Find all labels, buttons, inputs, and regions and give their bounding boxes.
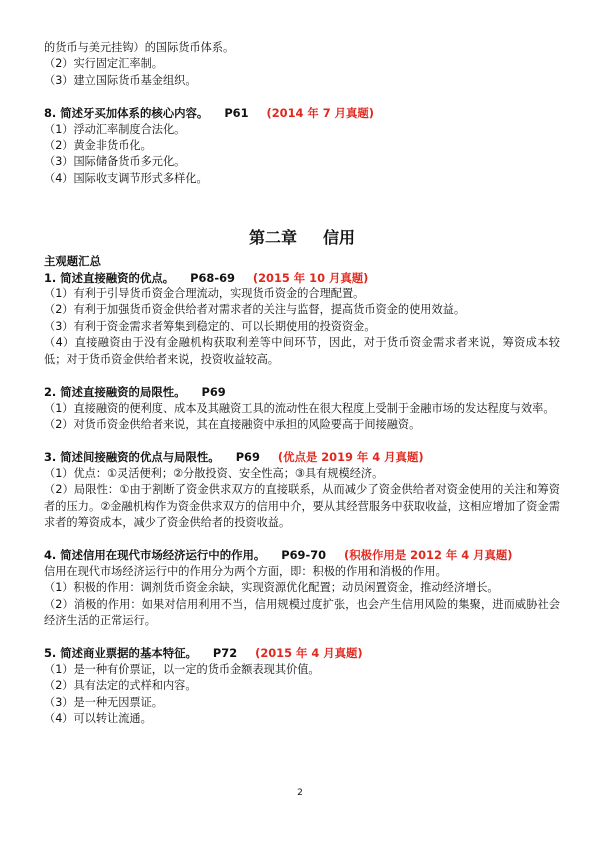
page-number: 2 — [297, 788, 303, 798]
question-title: 1. 简述直接融资的优点。 — [44, 270, 175, 285]
answer-item: （2）黄金非货币化。 — [44, 139, 152, 153]
question-title: 2. 简述直接融资的局限性。 — [44, 385, 186, 400]
question-source: (2014 年 7 月真题) — [266, 106, 375, 121]
question-heading — [44, 645, 560, 661]
question-page-ref: P72 — [212, 646, 238, 661]
answer-item: （4）直接融资由于没有金融机构获取利差等中间环节，因此，对于货币资金需求者来说，筹资成本较低；对于货币资金供给者来说，投资收益较高。 — [44, 336, 560, 366]
question-source: (优点是 2019 年 4 月真题) — [277, 450, 424, 465]
answer-item: （1）是一种有价票证，以一定的货币金额表现其价值。 — [44, 662, 320, 676]
question-title: 5. 简述商业票据的基本特征。 — [44, 646, 197, 661]
answer-item: （2）有利于加强货币资金供给者对需求者的关注与监督，提高货币资金的使用效益。 — [44, 303, 466, 317]
answer-item: （4）可以转让流通。 — [44, 712, 152, 725]
answer-item: 信用在现代市场经济运行中的作用分为两个方面，即：积极的作用和消极的作用。 — [44, 564, 447, 578]
answer-item: （1）优点：①灵活便利；②分散投资、安全性高；③具有规模经济。 — [44, 466, 384, 480]
question-page-ref: P61 — [224, 106, 249, 121]
chapter-title: 信用 — [323, 228, 356, 248]
question-heading — [44, 449, 560, 465]
answer-item: （1）浮动汇率制度合法化。 — [44, 122, 186, 136]
question-source: (2015 年 10 月真题) — [252, 270, 369, 285]
question-page-ref: P69 — [201, 385, 226, 400]
question-page-ref: P69-70 — [281, 548, 327, 563]
document-page — [44, 40, 560, 727]
question-source: (2015 年 4 月真题) — [255, 646, 363, 661]
question-title: 4. 简述信用在现代市场经济运行中的作用。 — [44, 548, 266, 563]
answer-item: （2）具有法定的式样和内容。 — [44, 679, 197, 693]
answer-item: （2）消极的作用：如果对信用利用不当，信用规模过度扩张，也会产生信用风险的集聚，进而威胁社会经济生活的正常运行。 — [44, 597, 560, 627]
chapter-number: 第二章 — [248, 228, 297, 248]
intro-line: （2）实行固定汇率制。 — [44, 57, 163, 71]
question-source: (积极作用是 2012 年 4 月真题) — [344, 548, 513, 563]
answer-item: （3）是一种无因票证。 — [44, 695, 163, 709]
question-heading — [44, 384, 560, 400]
section-title: 主观题汇总 — [44, 254, 101, 269]
answer-item: （3）国际储备货币多元化。 — [44, 155, 186, 169]
question-page-ref: P69 — [235, 450, 260, 465]
intro-line: （3）建立国际货币基金组织。 — [44, 73, 197, 87]
question-heading — [44, 547, 560, 563]
answer-item: （1）有利于引导货币资金合理流动，实现货币资金的合理配置。 — [44, 287, 365, 301]
question-title: 3. 简述间接融资的优点与局限性。 — [44, 450, 220, 465]
answer-item: （1）积极的作用：调剂货币资金余缺，实现资源优化配置；动员闲置资金，推动经济增长。 — [44, 581, 499, 595]
answer-item: （4）国际收支调节形式多样化。 — [44, 171, 208, 185]
question-page-ref: P68-69 — [190, 270, 235, 285]
answer-item: （3）有利于资金需求者筹集到稳定的、可以长期使用的投资资金。 — [44, 319, 376, 333]
answer-item: （1）直接融资的便利度、成本及其融资工具的流动性在很大程度上受制于金融市场的发达程度与效率。 — [44, 401, 555, 415]
question-title: 8. 简述牙买加体系的核心内容。 — [44, 106, 209, 121]
question-heading — [44, 105, 560, 121]
chapter-heading — [44, 227, 560, 249]
intro-line: 的货币与美元挂钩）的国际货币体系。 — [44, 41, 235, 54]
answer-item: （2）局限性：①由于割断了资金供求双方的直接联系，从而减少了资金供给者对资金使用的关注和筹资者的压力。②金融机构作为资金供求双方的信用中介，要从其经营服务中获取收益，这相应增加了资金需求者的筹资成本，减少了资金供给者的投资收益。 — [44, 483, 560, 529]
answer-item: （2）对货币资金供给者来说，其在直接融资中承担的风险要高于间接融资。 — [44, 417, 421, 431]
question-heading — [44, 270, 560, 286]
